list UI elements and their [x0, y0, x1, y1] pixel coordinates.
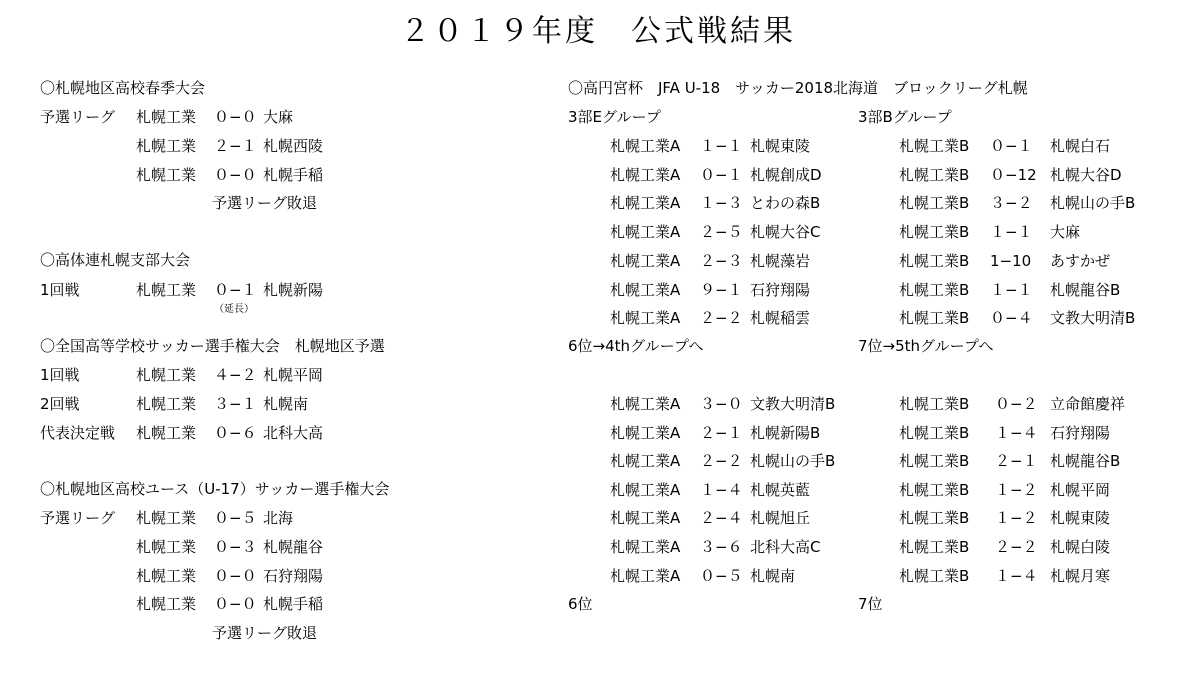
team-name: 札幌工業	[136, 166, 197, 184]
score: ０−１	[990, 137, 1033, 155]
score: １−３	[700, 194, 743, 212]
round-label: 2回戦	[40, 395, 80, 413]
opponent-name: 札幌大谷C	[750, 223, 821, 241]
opponent-name: 文教大明清B	[750, 395, 836, 413]
opponent-name: 札幌東陵	[1050, 509, 1111, 527]
opponent-name: 札幌手稲	[263, 166, 324, 184]
score: １−４	[995, 424, 1038, 442]
opponent-name: 札幌英藍	[750, 481, 811, 499]
round-label: 代表決定戦	[40, 424, 116, 442]
score: ９−１	[700, 281, 743, 299]
opponent-name: とわの森B	[750, 194, 821, 212]
score: ２−１	[995, 452, 1038, 470]
team-name: 札幌工業	[136, 108, 197, 126]
team-name: 札幌工業A	[610, 309, 681, 327]
score: １−１	[700, 137, 743, 155]
team-name: 札幌工業A	[610, 194, 681, 212]
score: ０−４	[990, 309, 1033, 327]
opponent-name: 大麻	[263, 108, 294, 126]
result-text: 予選リーグ敗退	[212, 624, 318, 642]
opponent-name: 札幌新陽	[263, 281, 324, 299]
opponent-name: 札幌平岡	[1050, 481, 1111, 499]
team-name: 札幌工業B	[899, 452, 970, 470]
score: ２−２	[700, 309, 743, 327]
score: ０−０	[214, 567, 257, 585]
opponent-name: 石狩翔陽	[1050, 424, 1111, 442]
round-label: 予選リーグ	[40, 108, 116, 126]
opponent-name: 札幌稲雲	[750, 309, 811, 327]
team-name: 札幌工業B	[899, 424, 970, 442]
score: ３−０	[700, 395, 743, 413]
opponent-name: 札幌平岡	[263, 366, 324, 384]
score: ３−２	[990, 194, 1033, 212]
team-name: 札幌工業	[136, 509, 197, 527]
score: ２−１	[700, 424, 743, 442]
team-name: 札幌工業	[136, 538, 197, 556]
section-heading-national: 〇全国高等学校サッカー選手権大会 札幌地区予選	[40, 337, 385, 355]
section-heading-league: 〇高円宮杯 JFA U-18 サッカー2018北海道 ブロックリーグ札幌	[568, 79, 1028, 97]
team-name: 札幌工業B	[899, 194, 970, 212]
team-name: 札幌工業B	[899, 223, 970, 241]
group-label-b: 3部Bグループ	[858, 108, 952, 126]
final-rank-a: 6位	[568, 595, 593, 613]
score: 1−10	[990, 252, 1032, 270]
opponent-name: 札幌山の手B	[1050, 194, 1136, 212]
opponent-name: 札幌白石	[1050, 137, 1111, 155]
opponent-name: 札幌龍谷B	[1050, 281, 1121, 299]
group-label-e: 3部Eグループ	[568, 108, 661, 126]
team-name: 札幌工業	[136, 424, 197, 442]
opponent-name: あすかぜ	[1050, 252, 1111, 270]
team-name: 札幌工業B	[899, 166, 970, 184]
round-label: 1回戦	[40, 366, 80, 384]
opponent-name: 札幌手稲	[263, 595, 324, 613]
score: ０−12	[990, 166, 1037, 184]
team-name: 札幌工業	[136, 395, 197, 413]
score: ０−０	[214, 166, 257, 184]
opponent-name: 札幌山の手B	[750, 452, 836, 470]
group-result-a: 6位→4thグループへ	[568, 337, 704, 355]
score: ０−１	[700, 166, 743, 184]
score: ０−１	[214, 281, 257, 299]
score: ２−４	[700, 509, 743, 527]
section-heading-spring: 〇札幌地区高校春季大会	[40, 79, 206, 97]
score: １−２	[995, 509, 1038, 527]
team-name: 札幌工業A	[610, 223, 681, 241]
score: ２−５	[700, 223, 743, 241]
opponent-name: 札幌月寒	[1050, 567, 1111, 585]
team-name: 札幌工業A	[610, 481, 681, 499]
score: ０−０	[214, 595, 257, 613]
opponent-name: 札幌南	[263, 395, 309, 413]
score: ０−０	[214, 108, 257, 126]
opponent-name: 札幌創成D	[750, 166, 822, 184]
team-name: 札幌工業B	[899, 281, 970, 299]
score: ４−２	[214, 366, 257, 384]
overtime-note: （延長）	[214, 304, 254, 315]
team-name: 札幌工業A	[610, 567, 681, 585]
team-name: 札幌工業B	[899, 309, 970, 327]
opponent-name: 北海	[263, 509, 294, 527]
score: ０−５	[214, 509, 257, 527]
score: ０−６	[214, 424, 257, 442]
team-name: 札幌工業B	[899, 567, 970, 585]
opponent-name: 札幌白陵	[1050, 538, 1111, 556]
team-name: 札幌工業B	[899, 538, 970, 556]
team-name: 札幌工業B	[899, 481, 970, 499]
team-name: 札幌工業	[136, 281, 197, 299]
team-name: 札幌工業A	[610, 452, 681, 470]
score: ０−３	[214, 538, 257, 556]
result-text: 予選リーグ敗退	[212, 194, 318, 212]
team-name: 札幌工業A	[610, 137, 681, 155]
opponent-name: 石狩翔陽	[750, 281, 811, 299]
round-label: 1回戦	[40, 281, 80, 299]
score: ２−２	[700, 452, 743, 470]
score: ２−３	[700, 252, 743, 270]
round-label: 予選リーグ	[40, 509, 116, 527]
section-heading-koutairen: 〇高体連札幌支部大会	[40, 251, 191, 269]
team-name: 札幌工業	[136, 595, 197, 613]
score: ２−２	[995, 538, 1038, 556]
opponent-name: 札幌南	[750, 567, 796, 585]
page-title: ２０１９年度 公式戦結果	[400, 14, 796, 49]
team-name: 札幌工業B	[899, 509, 970, 527]
opponent-name: 立命館慶祥	[1050, 395, 1126, 413]
score: １−４	[700, 481, 743, 499]
team-name: 札幌工業A	[610, 166, 681, 184]
team-name: 札幌工業	[136, 366, 197, 384]
team-name: 札幌工業A	[610, 252, 681, 270]
opponent-name: 北科大高C	[750, 538, 821, 556]
team-name: 札幌工業A	[610, 424, 681, 442]
group-result-b: 7位→5thグループへ	[858, 337, 994, 355]
score: １−４	[995, 567, 1038, 585]
opponent-name: 石狩翔陽	[263, 567, 324, 585]
team-name: 札幌工業A	[610, 538, 681, 556]
score: １−１	[990, 281, 1033, 299]
opponent-name: 札幌東陵	[750, 137, 811, 155]
score: ０−５	[700, 567, 743, 585]
section-heading-youth: 〇札幌地区高校ユース（U-17）サッカー選手権大会	[40, 480, 390, 498]
team-name: 札幌工業	[136, 137, 197, 155]
opponent-name: 札幌新陽B	[750, 424, 821, 442]
opponent-name: 文教大明清B	[1050, 309, 1136, 327]
team-name: 札幌工業	[136, 567, 197, 585]
score: ３−１	[214, 395, 257, 413]
team-name: 札幌工業B	[899, 252, 970, 270]
opponent-name: 札幌旭丘	[750, 509, 811, 527]
team-name: 札幌工業A	[610, 509, 681, 527]
score: ３−６	[700, 538, 743, 556]
team-name: 札幌工業A	[610, 281, 681, 299]
final-rank-b: 7位	[858, 595, 883, 613]
score: ０−２	[995, 395, 1038, 413]
opponent-name: 札幌龍谷B	[1050, 452, 1121, 470]
opponent-name: 札幌龍谷	[263, 538, 324, 556]
team-name: 札幌工業A	[610, 395, 681, 413]
opponent-name: 大麻	[1050, 223, 1081, 241]
team-name: 札幌工業B	[899, 137, 970, 155]
score: １−２	[995, 481, 1038, 499]
opponent-name: 札幌大谷D	[1050, 166, 1122, 184]
opponent-name: 札幌藻岩	[750, 252, 811, 270]
opponent-name: 北科大高	[263, 424, 324, 442]
score: １−１	[990, 223, 1033, 241]
team-name: 札幌工業B	[899, 395, 970, 413]
opponent-name: 札幌西陵	[263, 137, 324, 155]
score: ２−１	[214, 137, 257, 155]
